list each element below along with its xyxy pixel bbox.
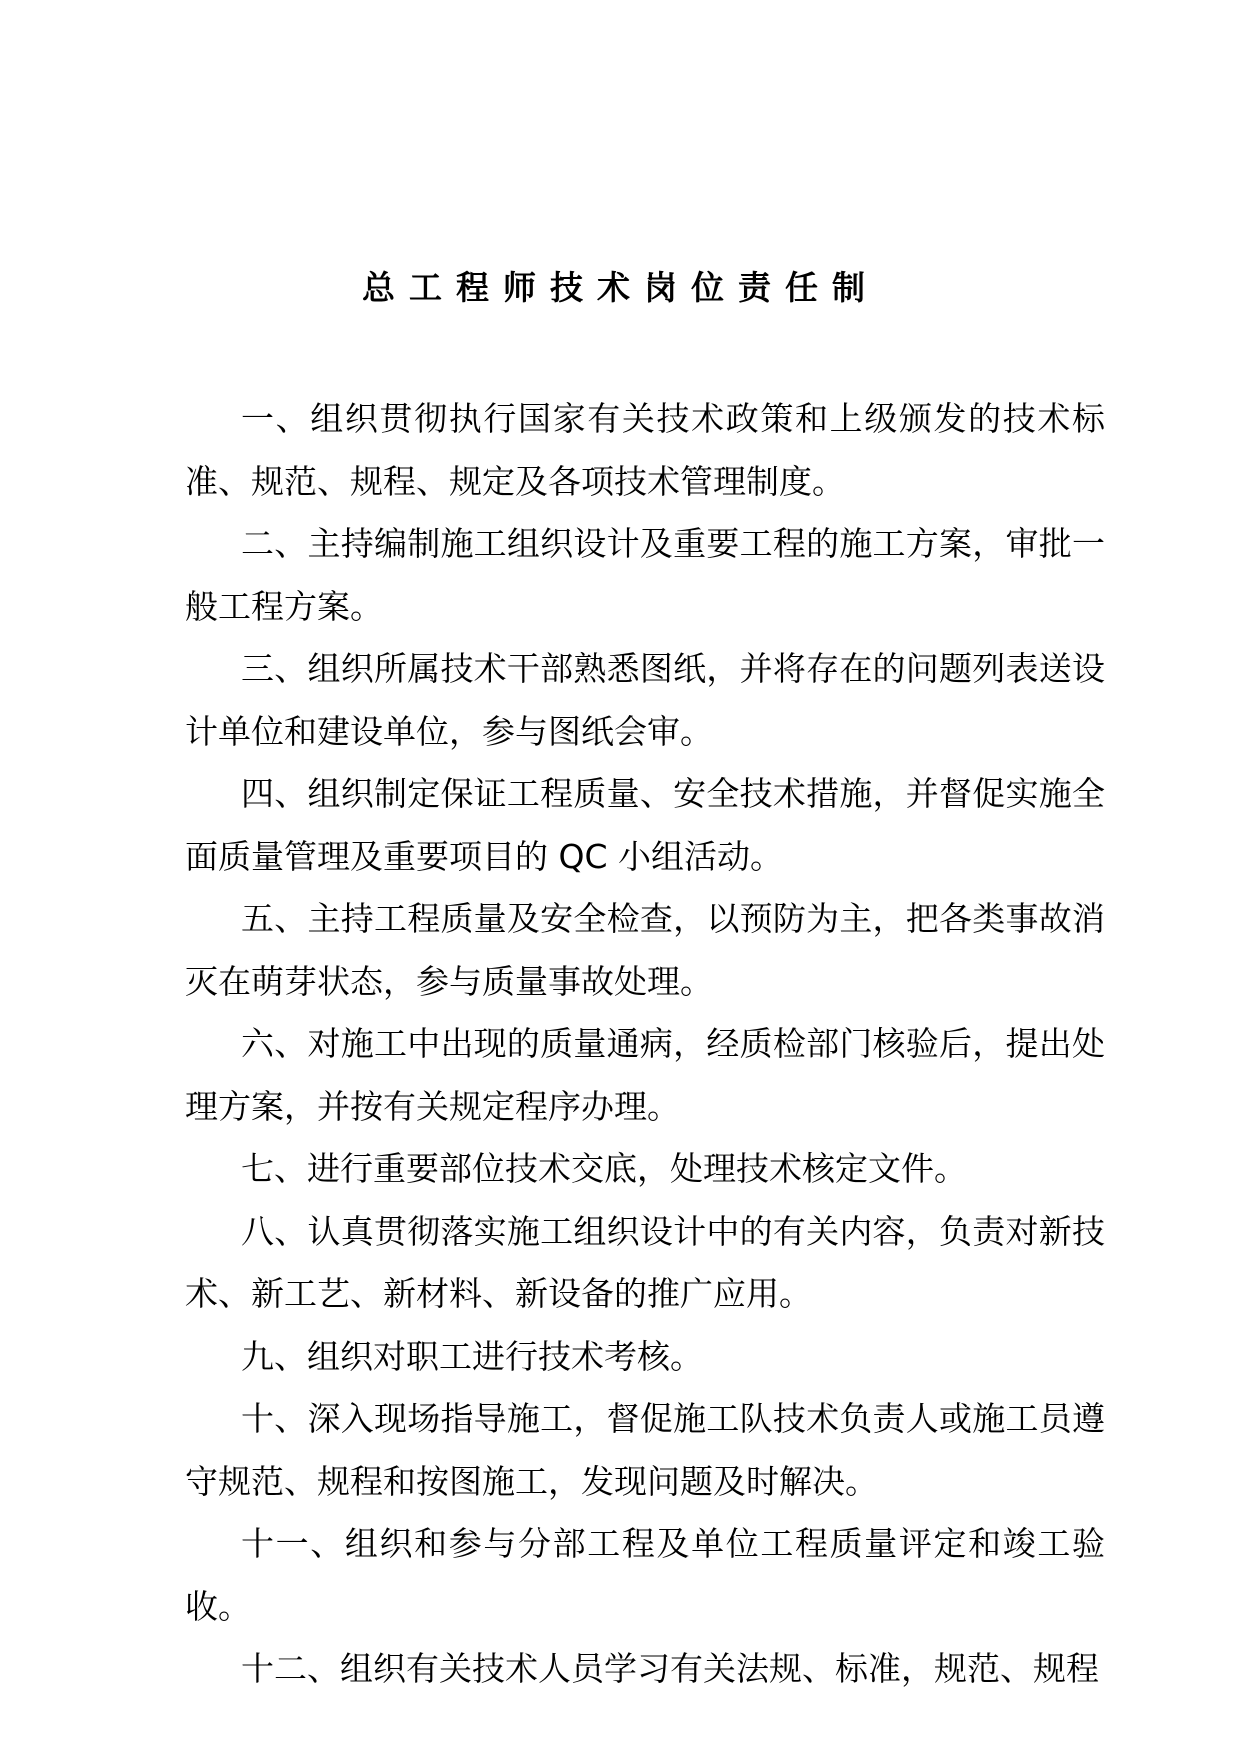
clause-5: 五、主持工程质量及安全检查，以预防为主，把各类事故消灭在萌芽状态，参与质量事故处理。 [185,899,1105,1001]
clause-4: 四、组织制定保证工程质量、安全技术措施，并督促实施全面质量管理及重要项目的 QC 小组活动。 [185,774,1105,876]
clause-3: 三、组织所属技术干部熟悉图纸，并将存在的问题列表送设计单位和建设单位，参与图纸会审。 [185,649,1105,751]
clause-1: 一、组织贯彻执行国家有关技术政策和上级颁发的技术标准、规范、规程、规定及各项技术管理制度。 [185,399,1105,501]
clause-6: 六、对施工中出现的质量通病，经质检部门核验后，提出处理方案，并按有关规定程序办理。 [185,1024,1105,1126]
clause-10: 十、深入现场指导施工，督促施工队技术负责人或施工员遵守规范、规程和按图施工，发现问题及时解决。 [185,1399,1105,1501]
clause-7: 七、进行重要部位技术交底，处理技术核定文件。 [241,1149,967,1188]
clause-2: 二、主持编制施工组织设计及重要工程的施工方案，审批一般工程方案。 [185,524,1105,626]
clause-list [185,388,1105,1701]
clause-12: 十二、组织有关技术人员学习有关法规、标准，规范、规程 [241,1649,1099,1688]
clause-9: 九、组织对职工进行技术考核。 [241,1336,703,1376]
clause-8: 八、认真贯彻落实施工组织设计中的有关内容，负责对新技术、新工艺、新材料、新设备的推广应用。 [185,1211,1105,1313]
clause-11: 十一、组织和参与分部工程及单位工程质量评定和竣工验收。 [185,1524,1105,1626]
document-title: 总工程师技术岗位责任制 [362,268,879,307]
